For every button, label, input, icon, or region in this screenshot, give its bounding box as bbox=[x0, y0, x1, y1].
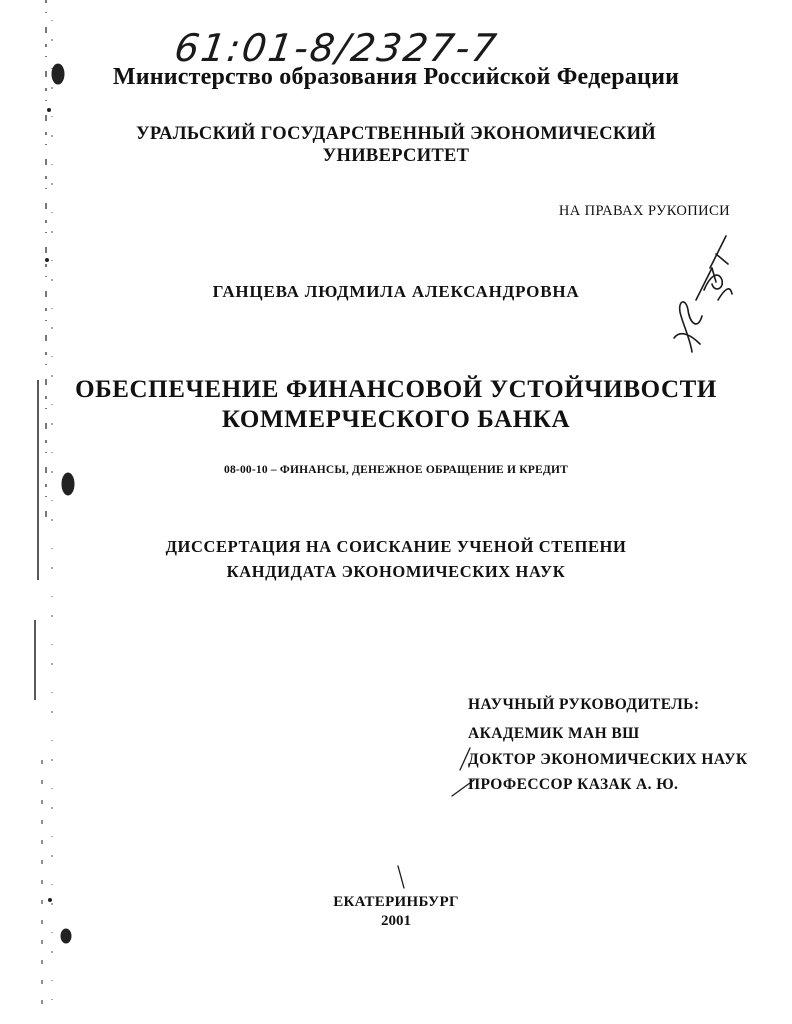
advisor-title-line1: АКАДЕМИК МАН ВШ bbox=[468, 725, 640, 742]
advisor-name: ПРОФЕССОР КАЗАК А. Ю. bbox=[468, 776, 679, 793]
dissertation-title-line1: ОБЕСПЕЧЕНИЕ ФИНАНСОВОЙ УСТОЙЧИВОСТИ bbox=[75, 376, 717, 403]
pen-marks bbox=[398, 748, 474, 888]
dissertation-title-line2: КОММЕРЧЕСКОГО БАНКА bbox=[221, 406, 571, 433]
ministry-heading: Министерство образования Российской Федерации bbox=[112, 64, 680, 90]
manuscript-note: НА ПРАВАХ РУКОПИСИ bbox=[558, 203, 730, 219]
author-name: ГАНЦЕВА ЛЮДМИЛА АЛЕКСАНДРОВНА bbox=[212, 282, 580, 301]
advisor-title-line2: ДОКТОР ЭКОНОМИЧЕСКИХ НАУК bbox=[468, 751, 748, 768]
advisor-heading: НАУЧНЫЙ РУКОВОДИТЕЛЬ: bbox=[468, 696, 700, 713]
university-name-line1: УРАЛЬСКИЙ ГОСУДАРСТВЕННЫЙ ЭКОНОМИЧЕСКИЙ bbox=[136, 124, 656, 144]
year: 2001 bbox=[381, 913, 411, 929]
degree-line1: ДИССЕРТАЦИЯ НА СОИСКАНИЕ УЧЕНОЙ СТЕПЕНИ bbox=[165, 537, 627, 556]
university-name-line2: УНИВЕРСИТЕТ bbox=[322, 146, 470, 166]
archive-number: 61:01-8/2327-7 bbox=[171, 26, 501, 70]
specialty-code: 08-00-10 – ФИНАНСЫ, ДЕНЕЖНОЕ ОБРАЩЕНИЕ И КРЕДИТ bbox=[224, 464, 568, 476]
degree-line2: КАНДИДАТА ЭКОНОМИЧЕСКИХ НАУК bbox=[226, 562, 566, 581]
city: ЕКАТЕРИНБУРГ bbox=[333, 894, 459, 910]
